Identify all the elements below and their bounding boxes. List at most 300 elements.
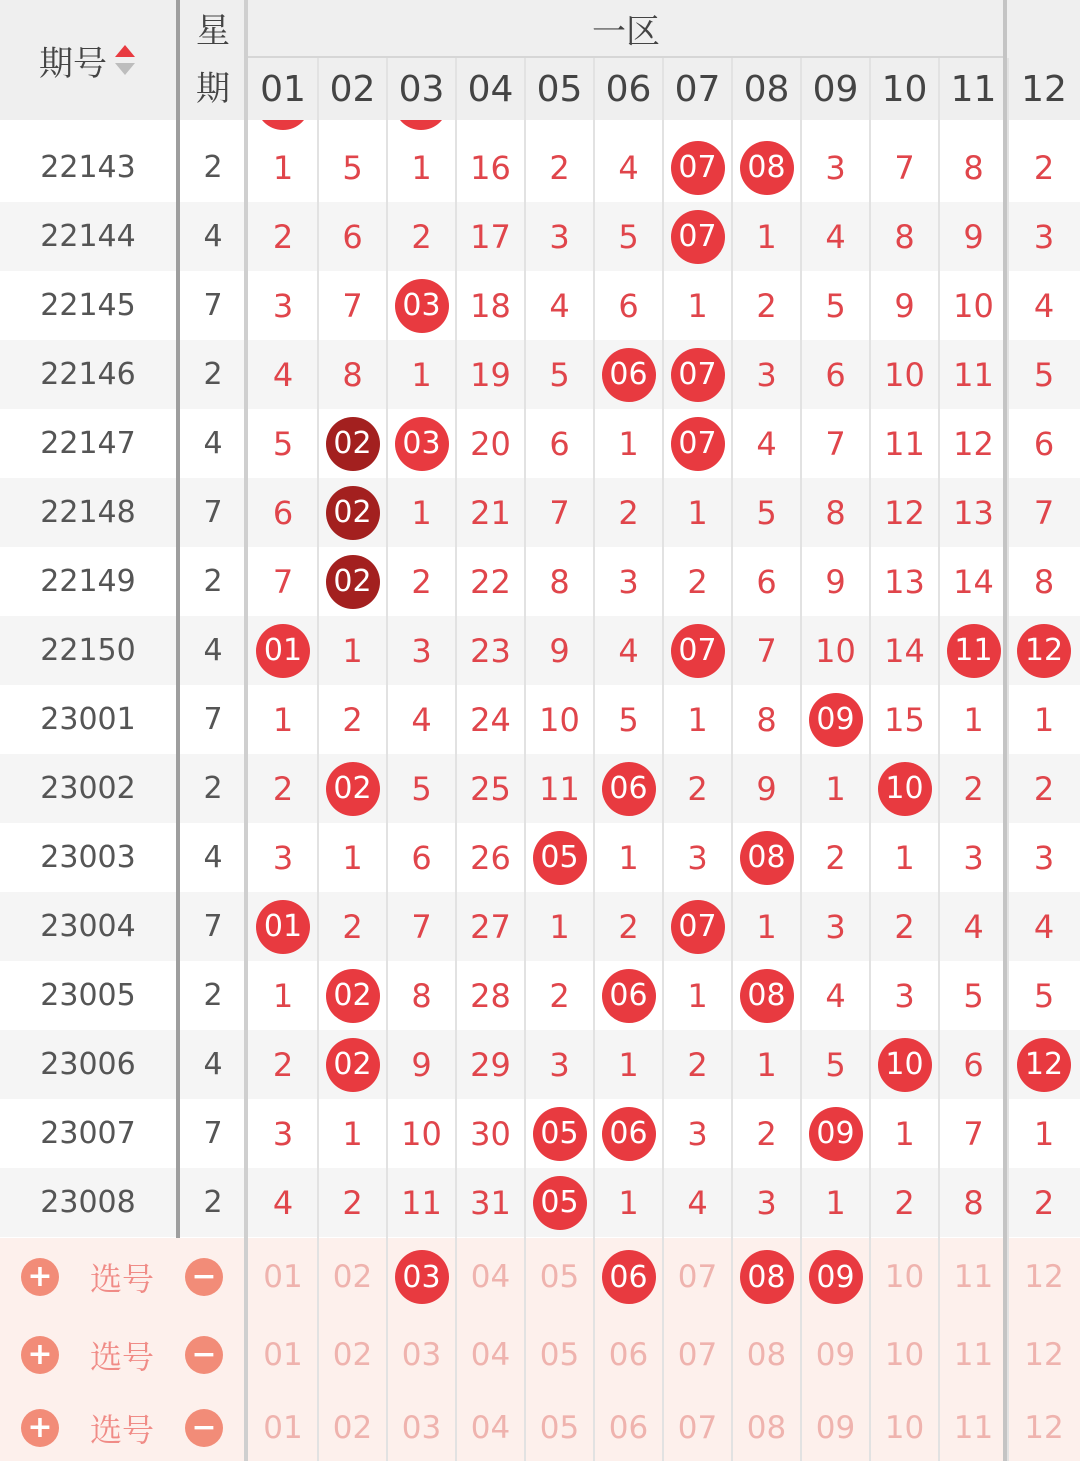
trend-cell <box>801 271 870 340</box>
weekday-value: 2 <box>203 564 223 599</box>
miss-count: 4 <box>825 976 846 1015</box>
select-number-cell[interactable] <box>801 1316 870 1394</box>
trend-cell <box>663 1030 732 1099</box>
miss-count: 7 <box>1033 493 1055 532</box>
trend-cell <box>594 133 663 202</box>
select-number-cell[interactable] <box>248 1316 318 1394</box>
select-number-cell[interactable] <box>525 1394 594 1461</box>
select-number-cell[interactable] <box>456 1238 525 1316</box>
select-number-cell[interactable] <box>248 1394 318 1461</box>
select-number: 06 <box>608 1409 649 1446</box>
miss-count: 3 <box>549 217 570 256</box>
miss-count: 1 <box>963 700 984 739</box>
hit-ball: 06 <box>602 969 656 1023</box>
trend-cell <box>456 1030 525 1099</box>
trend-cell <box>870 961 939 1030</box>
select-number: 10 <box>884 1259 925 1295</box>
trend-cell <box>594 1168 663 1237</box>
hit-ball: 02 <box>326 555 380 609</box>
header-divider <box>248 56 1003 58</box>
hit-ball: 07 <box>671 348 725 402</box>
trend-cell <box>801 409 870 478</box>
trend-cell <box>1008 685 1080 754</box>
miss-count: 5 <box>1033 976 1055 1015</box>
miss-count: 1 <box>411 355 432 394</box>
column-header: 08 <box>732 58 801 120</box>
trend-cell <box>318 1099 387 1168</box>
minus-icon: − <box>185 1336 223 1374</box>
trend-cell <box>939 340 1008 409</box>
miss-count: 3 <box>894 976 915 1015</box>
trend-cell <box>732 478 801 547</box>
period-number: 22143 <box>40 150 136 185</box>
select-number: 07 <box>677 1337 718 1373</box>
miss-count: 7 <box>411 907 432 946</box>
trend-cell <box>870 202 939 271</box>
select-number: 12 <box>1024 1409 1064 1446</box>
period-number: 23008 <box>40 1185 136 1220</box>
add-selector-button[interactable] <box>12 1316 68 1394</box>
trend-cell <box>248 823 318 892</box>
select-number-cell[interactable] <box>594 1238 663 1316</box>
select-number-cell[interactable] <box>318 1394 387 1461</box>
miss-count: 2 <box>618 907 639 946</box>
trend-cell <box>318 202 387 271</box>
trend-cell <box>594 409 663 478</box>
trend-cell <box>732 271 801 340</box>
select-number-cell[interactable] <box>1008 1316 1080 1394</box>
miss-count: 3 <box>756 355 777 394</box>
miss-count: 1 <box>618 424 639 463</box>
select-number: 05 <box>539 1409 580 1446</box>
select-number-cell[interactable] <box>663 1238 732 1316</box>
trend-cell <box>732 1099 801 1168</box>
select-number-cell[interactable] <box>870 1394 939 1461</box>
trend-cell <box>525 1030 594 1099</box>
select-number-cell[interactable] <box>387 1394 456 1461</box>
trend-cell <box>525 133 594 202</box>
miss-count: 5 <box>756 493 777 532</box>
period-number: 22145 <box>40 288 136 323</box>
miss-count: 28 <box>470 976 511 1015</box>
period-number: 22144 <box>40 219 136 254</box>
trend-cell <box>939 1030 1008 1099</box>
trend-cell <box>456 892 525 961</box>
miss-count: 24 <box>470 700 511 739</box>
trend-cell <box>663 961 732 1030</box>
miss-count: 1 <box>342 1114 363 1153</box>
trend-cell <box>387 1030 456 1099</box>
miss-count: 3 <box>1033 838 1055 877</box>
miss-count: 9 <box>963 217 984 256</box>
select-number: 03 <box>401 1337 442 1373</box>
weekday-value: 2 <box>203 1185 223 1220</box>
miss-count: 5 <box>963 976 984 1015</box>
trend-cell <box>663 1168 732 1237</box>
select-number: 05 <box>539 1337 580 1373</box>
selected-ball: 08 <box>740 1250 794 1304</box>
hit-ball: 02 <box>326 417 380 471</box>
hit-ball: 02 <box>326 762 380 816</box>
trend-cell <box>801 340 870 409</box>
trend-cell <box>594 1030 663 1099</box>
miss-count: 3 <box>549 1045 570 1084</box>
select-number-cell[interactable] <box>525 1316 594 1394</box>
week-header-bottom: 期 <box>196 69 230 109</box>
grid-divider <box>593 58 595 1461</box>
miss-count: 4 <box>549 286 570 325</box>
trend-cell <box>456 1168 525 1237</box>
trend-cell <box>456 961 525 1030</box>
miss-count: 4 <box>618 631 639 670</box>
miss-count: 6 <box>549 424 570 463</box>
select-number: 08 <box>746 1409 787 1446</box>
select-number: 07 <box>677 1259 718 1295</box>
select-number-cell[interactable] <box>939 1238 1008 1316</box>
miss-count: 8 <box>1033 562 1055 601</box>
column-header: 04 <box>456 58 525 120</box>
trend-cell <box>525 202 594 271</box>
miss-count: 15 <box>884 700 925 739</box>
trend-cell <box>594 340 663 409</box>
trend-cell <box>870 685 939 754</box>
miss-count: 6 <box>825 355 846 394</box>
hit-ball: 08 <box>740 831 794 885</box>
select-number-cell[interactable] <box>387 1316 456 1394</box>
trend-cell <box>1008 892 1080 961</box>
miss-count: 4 <box>825 217 846 256</box>
miss-count: 3 <box>687 838 708 877</box>
miss-count: 9 <box>756 769 777 808</box>
trend-cell <box>663 271 732 340</box>
miss-count: 1 <box>549 907 570 946</box>
miss-count: 5 <box>825 1045 846 1084</box>
trend-cell <box>1008 547 1080 616</box>
column-header: 07 <box>663 58 732 120</box>
miss-count: 1 <box>687 286 708 325</box>
miss-count: 7 <box>825 424 846 463</box>
miss-count: 12 <box>884 493 925 532</box>
trend-cell <box>732 961 801 1030</box>
miss-count: 11 <box>539 769 580 808</box>
trend-cell <box>663 685 732 754</box>
trend-cell <box>248 202 318 271</box>
trend-cell <box>939 409 1008 478</box>
hit-ball: 06 <box>602 762 656 816</box>
trend-cell <box>387 547 456 616</box>
trend-cell <box>1008 1030 1080 1099</box>
select-number: 09 <box>815 1409 856 1446</box>
trend-cell <box>248 409 318 478</box>
select-number: 02 <box>332 1337 373 1373</box>
trend-cell <box>1008 823 1080 892</box>
trend-cell <box>939 547 1008 616</box>
column-header: 09 <box>801 58 870 120</box>
miss-count: 1 <box>687 976 708 1015</box>
miss-count: 1 <box>894 838 915 877</box>
column-header: 01 <box>248 58 318 120</box>
select-number-cell[interactable] <box>801 1394 870 1461</box>
weekday-value: 4 <box>203 840 223 875</box>
trend-cell <box>801 202 870 271</box>
miss-count: 3 <box>411 631 432 670</box>
trend-cell <box>939 823 1008 892</box>
miss-count: 30 <box>470 1114 511 1153</box>
trend-cell <box>1008 1168 1080 1237</box>
trend-cell <box>870 478 939 547</box>
trend-cell <box>870 409 939 478</box>
trend-cell <box>248 547 318 616</box>
miss-count: 6 <box>618 286 639 325</box>
trend-cell <box>456 754 525 823</box>
add-selector-button[interactable] <box>12 1238 68 1316</box>
miss-count: 4 <box>1033 286 1055 325</box>
select-number-cell[interactable] <box>732 1316 801 1394</box>
trend-cell <box>318 271 387 340</box>
remove-selector-button[interactable] <box>176 1238 232 1316</box>
trend-cell <box>801 1168 870 1237</box>
weekday-value: 7 <box>203 909 223 944</box>
sort-icon[interactable] <box>113 42 137 78</box>
miss-count: 7 <box>549 493 570 532</box>
miss-count: 2 <box>825 838 846 877</box>
miss-count: 11 <box>401 1183 442 1222</box>
grid-divider <box>244 0 248 1461</box>
select-number: 05 <box>539 1259 580 1295</box>
miss-count: 2 <box>756 1114 777 1153</box>
period-number: 23005 <box>40 978 136 1013</box>
hit-ball: 10 <box>878 1038 932 1092</box>
select-number-cell[interactable] <box>663 1394 732 1461</box>
miss-count: 4 <box>618 148 639 187</box>
trend-cell <box>248 616 318 685</box>
miss-count: 21 <box>470 493 511 532</box>
trend-cell <box>801 961 870 1030</box>
miss-count: 2 <box>618 493 639 532</box>
remove-selector-button[interactable] <box>176 1394 232 1461</box>
trend-cell <box>248 961 318 1030</box>
miss-count: 4 <box>272 355 294 394</box>
miss-count: 3 <box>272 286 294 325</box>
select-number: 06 <box>608 1337 649 1373</box>
select-number-cell[interactable] <box>870 1238 939 1316</box>
selector-label: 选号 <box>89 1260 154 1298</box>
trend-cell <box>318 409 387 478</box>
miss-count: 1 <box>756 907 777 946</box>
period-number: 23006 <box>40 1047 136 1082</box>
miss-count: 10 <box>953 286 994 325</box>
trend-cell <box>525 340 594 409</box>
miss-count: 5 <box>825 286 846 325</box>
trend-cell <box>594 685 663 754</box>
remove-selector-button[interactable] <box>176 1316 232 1394</box>
select-number-cell[interactable] <box>870 1316 939 1394</box>
miss-count: 8 <box>894 217 915 256</box>
select-number-cell[interactable] <box>801 1238 870 1316</box>
miss-count: 1 <box>825 1183 846 1222</box>
trend-cell <box>663 202 732 271</box>
trend-cell <box>939 478 1008 547</box>
trend-cell <box>1008 1099 1080 1168</box>
trend-cell <box>456 133 525 202</box>
period-header[interactable] <box>0 0 176 120</box>
trend-cell <box>525 685 594 754</box>
trend-cell <box>870 547 939 616</box>
miss-count: 1 <box>342 838 363 877</box>
trend-cell <box>939 1099 1008 1168</box>
weekday-value: 7 <box>203 702 223 737</box>
select-number-cell[interactable] <box>663 1316 732 1394</box>
select-number-cell[interactable] <box>939 1316 1008 1394</box>
miss-count: 3 <box>272 838 294 877</box>
miss-count: 13 <box>884 562 925 601</box>
select-number: 04 <box>470 1409 511 1446</box>
select-number-cell[interactable] <box>594 1394 663 1461</box>
trend-cell <box>594 547 663 616</box>
grid-divider <box>455 58 457 1461</box>
trend-cell <box>318 133 387 202</box>
miss-count: 1 <box>687 493 708 532</box>
trend-cell <box>732 754 801 823</box>
trend-cell <box>939 754 1008 823</box>
select-number-cell[interactable] <box>456 1316 525 1394</box>
trend-cell <box>732 409 801 478</box>
trend-cell <box>456 823 525 892</box>
trend-cell <box>248 340 318 409</box>
select-number-cell[interactable] <box>1008 1394 1080 1461</box>
trend-cell <box>732 823 801 892</box>
trend-cell <box>870 1030 939 1099</box>
miss-count: 5 <box>618 217 639 256</box>
trend-cell <box>248 1030 318 1099</box>
column-header: 11 <box>939 58 1008 120</box>
select-number: 12 <box>1024 1259 1064 1295</box>
trend-cell <box>1008 271 1080 340</box>
hit-ball: 03 <box>395 279 449 333</box>
trend-cell <box>318 823 387 892</box>
trend-cell <box>525 271 594 340</box>
hit-ball: 05 <box>533 1176 587 1230</box>
grid-divider <box>524 58 526 1461</box>
select-number: 04 <box>470 1259 511 1295</box>
miss-count: 22 <box>470 562 511 601</box>
trend-cell <box>732 685 801 754</box>
grid-divider <box>731 58 733 1461</box>
period-number: 22149 <box>40 564 136 599</box>
trend-cell <box>801 478 870 547</box>
miss-count: 1 <box>1033 700 1055 739</box>
miss-count: 2 <box>687 562 708 601</box>
period-number: 23001 <box>40 702 136 737</box>
period-number: 23002 <box>40 771 136 806</box>
trend-cell <box>387 478 456 547</box>
select-number: 03 <box>401 1409 442 1446</box>
trend-cell <box>525 892 594 961</box>
miss-count: 3 <box>618 562 639 601</box>
weekday-value: 7 <box>203 1116 223 1151</box>
trend-cell <box>525 478 594 547</box>
miss-count: 3 <box>1033 217 1055 256</box>
select-number-cell[interactable] <box>318 1238 387 1316</box>
trend-cell <box>594 961 663 1030</box>
miss-count: 4 <box>687 1183 708 1222</box>
trend-cell <box>870 133 939 202</box>
miss-count: 3 <box>825 148 846 187</box>
miss-count: 8 <box>342 355 363 394</box>
add-selector-button[interactable] <box>12 1394 68 1461</box>
select-number-cell[interactable] <box>939 1394 1008 1461</box>
trend-cell <box>594 754 663 823</box>
select-number-cell[interactable] <box>456 1394 525 1461</box>
trend-cell <box>663 133 732 202</box>
miss-count: 6 <box>342 217 363 256</box>
miss-count: 1 <box>756 1045 777 1084</box>
trend-cell <box>663 823 732 892</box>
hit-ball: 12 <box>1017 624 1071 678</box>
miss-count: 1 <box>272 148 294 187</box>
trend-cell <box>594 892 663 961</box>
week-header-top: 星 <box>196 11 230 51</box>
trend-cell <box>594 1099 663 1168</box>
miss-count: 10 <box>884 355 925 394</box>
miss-count: 8 <box>756 700 777 739</box>
trend-cell <box>318 616 387 685</box>
column-header: 02 <box>318 58 387 120</box>
select-number-cell[interactable] <box>318 1316 387 1394</box>
select-number: 09 <box>815 1337 856 1373</box>
trend-cell <box>248 1099 318 1168</box>
hit-ball: 01 <box>256 624 310 678</box>
trend-cell <box>387 1168 456 1237</box>
miss-count: 8 <box>411 976 432 1015</box>
weekday-value: 2 <box>203 978 223 1013</box>
select-number-cell[interactable] <box>732 1394 801 1461</box>
select-number-cell[interactable] <box>594 1316 663 1394</box>
grid-divider <box>938 58 940 1461</box>
weekday-value: 2 <box>203 150 223 185</box>
select-number-cell[interactable] <box>732 1238 801 1316</box>
trend-cell <box>318 892 387 961</box>
trend-cell <box>663 754 732 823</box>
grid-divider <box>1003 0 1007 1461</box>
miss-count: 16 <box>470 148 511 187</box>
miss-count: 2 <box>342 907 363 946</box>
miss-count: 7 <box>342 286 363 325</box>
miss-count: 8 <box>549 562 570 601</box>
select-number-cell[interactable] <box>1008 1238 1080 1316</box>
hit-ball: 08 <box>740 969 794 1023</box>
select-number-cell[interactable] <box>248 1238 318 1316</box>
miss-count: 7 <box>894 148 915 187</box>
trend-cell <box>870 754 939 823</box>
column-header: 10 <box>870 58 939 120</box>
miss-count: 6 <box>1033 424 1055 463</box>
weekday-value: 7 <box>203 495 223 530</box>
trend-cell <box>663 478 732 547</box>
select-number-cell[interactable] <box>387 1238 456 1316</box>
weekday-value: 2 <box>203 771 223 806</box>
trend-cell <box>387 961 456 1030</box>
period-number: 22150 <box>40 633 136 668</box>
select-number-cell[interactable] <box>525 1238 594 1316</box>
hit-ball: 06 <box>602 1107 656 1161</box>
hit-ball: 09 <box>809 1107 863 1161</box>
trend-cell <box>663 340 732 409</box>
select-number: 01 <box>263 1259 303 1295</box>
hit-ball: 05 <box>533 1107 587 1161</box>
hit-ball: 07 <box>671 900 725 954</box>
period-number: 23004 <box>40 909 136 944</box>
